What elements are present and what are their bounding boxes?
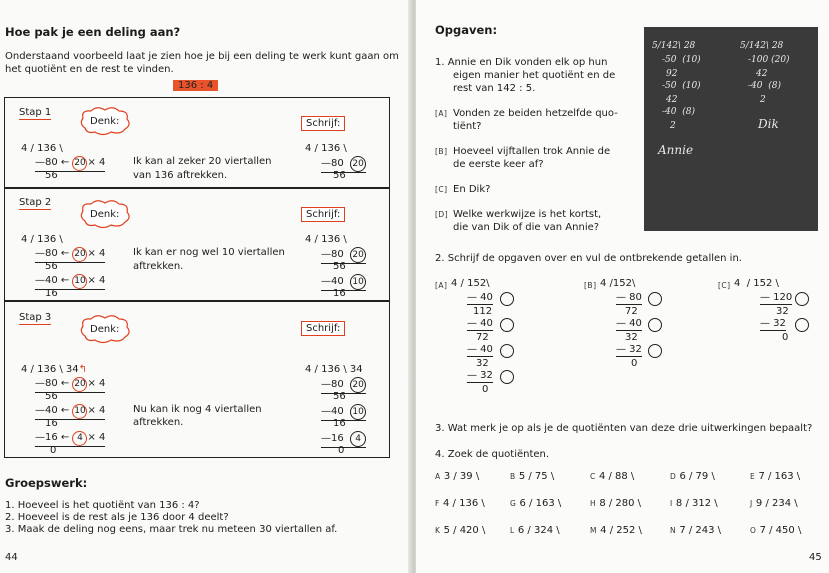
written-subtract-2: —40 10 (321, 274, 366, 291)
answer-circle[interactable] (500, 292, 514, 306)
q3-text: 3. Wat merk je op als je de quotiënten van deze drie uitwerkingen bepaalt? (435, 423, 813, 434)
q1d-line-1: Welke werkwijze is het kortst, (453, 209, 602, 220)
remainder-line-1: 56 (45, 261, 58, 272)
exercise: 6 / 163 \ (519, 498, 562, 509)
letter: [A] (435, 281, 448, 290)
page-number: 45 (809, 552, 822, 563)
q1-line-1: 1. Annie en Dik vonden elk op hun (435, 57, 608, 68)
step-label: Stap 1 (19, 107, 52, 118)
q1b-line-2: de eerste keer af? (453, 159, 544, 170)
subtract-line-1: —80 ← 20 × 4 (35, 377, 105, 393)
letter: M (590, 526, 597, 535)
denk-label: Denk: (90, 324, 120, 335)
denk-label: Denk: (90, 209, 120, 220)
thought-text-2: aftrekken. (133, 417, 184, 428)
subtract-line: —80 ← 20 × 4 (35, 156, 105, 172)
thought-text-2: van 136 aftrekken. (133, 170, 228, 181)
answer-circle[interactable] (500, 318, 514, 332)
group-item-2: 2. Hoeveel is de rest als je 136 door 4 deelt? (5, 512, 229, 523)
letter: C (590, 472, 596, 481)
q1c-letter: [C] (435, 185, 448, 194)
chalk-name-annie: Annie (658, 143, 694, 157)
letter: E (750, 472, 756, 481)
letter: H (590, 499, 597, 508)
answer-circle[interactable] (648, 344, 662, 358)
remainder-line-1: 56 (45, 391, 58, 402)
written-subtract-2: —40 10 (321, 404, 366, 421)
page-title: Hoe pak je een deling aan? (5, 25, 181, 39)
q1-line-2: eigen manier het quotiënt en de (453, 70, 616, 81)
schrijf-label: Schrijf: (301, 116, 345, 131)
exercise: 4 / 136 \ (443, 498, 485, 509)
written-remainder-3: 0 (338, 445, 345, 456)
subtract-line-2: —40 ← 10 × 4 (35, 404, 105, 420)
step-1-box (4, 97, 390, 188)
intro-line-2: het quotiënt en de rest te vinden. (5, 64, 174, 75)
letter: B (510, 472, 516, 481)
remainder-line: 56 (45, 170, 58, 181)
group-item-1: 1. Hoeveel is het quotiënt van 136 : 4? (5, 500, 200, 511)
q1b-letter: [B] (435, 147, 448, 156)
schrijf-label: Schrijf: (301, 207, 345, 222)
exercise: 5 / 420 \ (443, 525, 486, 536)
letter: G (510, 499, 517, 508)
written-remainder-2: 16 (333, 288, 346, 299)
step-label: Stap 3 (19, 312, 52, 323)
remainder-line-3: 0 (50, 445, 57, 456)
thought-text-2: aftrekken. (133, 261, 184, 272)
page-title: Opgaven: (435, 23, 498, 37)
remainder-line-2: 16 (45, 288, 58, 299)
remainder-line-2: 16 (45, 418, 58, 429)
q1d-letter: [D] (435, 210, 449, 219)
letter: D (670, 472, 677, 481)
answer-circle[interactable] (795, 318, 809, 332)
group-item-3: 3. Maak de deling nog eens, maar trek nu meteen 30 viertallen af. (5, 524, 338, 535)
subtract-line-1: —80 ← 20 × 4 (35, 247, 105, 263)
letter: F (435, 499, 440, 508)
exercise: 8 / 312 \ (675, 498, 718, 509)
exercise: 7 / 450 \ (759, 525, 802, 536)
exercise: 3 / 39 \ (443, 471, 480, 482)
exercise-grid (435, 471, 825, 541)
answer-circle[interactable] (795, 292, 809, 306)
right-page: Opgaven: 1. Annie en Dik vonden elk op hun eigen manier het quotiënt en de rest van 142 : 5. [A] Vonden ze beiden hetzelfde quo- tiënt? [B] Hoeveel vijftallen trok Annie de de eerste keer af? [C] En Dik? [D] Welke werkwijze is het kortst, die van Dik of die van Annie? 2. Schrijf de opgaven over en vul de ontbrekende getallen in. [A] 4 / 152\ — 40 112 — 40 72 — 40 32 — 32 0 [B] 4 /152\ — 80 72 — 40 32 — 32 0 [C] 4 / 152 \ — 120 32 — 32 0 3. Wat merk je op als je de quotiënten van deze drie uitwerkingen bepaalt? 4. Zoek de quotiënten. A 3 / 39 \ B 5 / 75 \ C 4 / 88 \ D 6 / 79 \ E 7 / 163 \ F 4 / 136 \ G 6 / 163 \ H 8 / 280 \ I 8 / 312 \ J 9 / 234 \ K 5 / 420 \ L 6 / 324 \ M 4 / 252 \ N 7 / 243 \ O 7 / 450 \ 45 (416, 0, 829, 573)
written-subtract: —80 20 (321, 156, 366, 173)
schrijf-label: Schrijf: (301, 321, 345, 336)
group-work-title: Groepswerk: (5, 476, 88, 490)
chalk-name-dik: Dik (758, 117, 779, 131)
answer-circle[interactable] (648, 318, 662, 332)
answer-circle[interactable] (648, 292, 662, 306)
written-dividend: 4 / 136 \ (305, 143, 347, 154)
written-dividend: 4 / 136 \ (305, 234, 347, 245)
dividend-line: 4 / 136 \ (21, 234, 63, 245)
subtract-line-2: —40 ← 10 × 4 (35, 274, 105, 290)
letter: O (750, 526, 757, 535)
written-dividend: 4 / 136 \ 34 (305, 364, 363, 375)
intro-line-1: Onderstaand voorbeeld laat je zien hoe je bij een deling te werk kunt gaan om (5, 51, 399, 62)
exercise: 7 / 163 \ (758, 471, 801, 482)
thought-text-1: Ik kan al zeker 20 viertallen (133, 156, 272, 167)
written-remainder-1: 56 (333, 391, 346, 402)
answer-circle[interactable] (500, 344, 514, 358)
letter: N (670, 526, 677, 535)
exercise: 4 / 252 \ (600, 525, 642, 536)
exercise: 6 / 79 \ (679, 471, 715, 482)
q1a-letter: [A] (435, 109, 448, 118)
letter: A (435, 472, 441, 481)
step-label: Stap 2 (19, 197, 52, 208)
step-3-box (4, 301, 390, 458)
q1a-line-1: Vonden ze beiden hetzelfde quo- (453, 108, 618, 119)
chalkboard-image: 5/142\ 28 -50 (10) 92 -50 (10) 42 -40 (8) 2 Annie 5/142\ 28 -100 (20) 42 -40 (8) 2 Dik (644, 27, 818, 231)
thought-text-1: Nu kan ik nog 4 viertallen (133, 404, 262, 415)
written-remainder-1: 56 (333, 261, 346, 272)
subtract-line-3: —16 ← 4 × 4 (35, 431, 105, 447)
denk-label: Denk: (90, 116, 120, 127)
thought-text-1: Ik kan er nog wel 10 viertallen (133, 247, 285, 258)
letter: [B] (584, 281, 597, 290)
q1c-line-1: En Dik? (453, 184, 491, 195)
answer-circle[interactable] (500, 370, 514, 384)
exercise: 8 / 280 \ (599, 498, 642, 509)
written-subtract-3: —16 4 (321, 431, 366, 448)
written-remainder: 56 (333, 170, 346, 181)
example-division-label: 136 : 4 (173, 80, 218, 91)
exercise: 7 / 243 \ (679, 525, 722, 536)
q1a-line-2: tiënt? (453, 121, 482, 132)
written-remainder-2: 16 (333, 418, 346, 429)
q2-text: 2. Schrijf de opgaven over en vul de ontbrekende getallen in. (435, 253, 742, 264)
q1b-line-1: Hoeveel vijftallen trok Annie de (453, 146, 611, 157)
written-subtract-1: —80 20 (321, 247, 366, 264)
exercise: 9 / 234 \ (755, 498, 798, 509)
dividend-line: 4 / 136 \ 34↰ (21, 364, 88, 375)
q4-text: 4. Zoek de quotiënten. (435, 449, 550, 460)
page-number: 44 (5, 552, 18, 563)
q1d-line-2: die van Dik of die van Annie? (453, 222, 600, 233)
exercise: 4 / 88 \ (598, 471, 635, 482)
dividend-line: 4 / 136 \ (21, 143, 63, 154)
written-subtract-1: —80 20 (321, 377, 366, 394)
letter: L (510, 526, 515, 535)
exercise: 5 / 75 \ (518, 471, 555, 482)
q1-line-3: rest van 142 : 5. (453, 83, 536, 94)
letter: K (435, 526, 441, 535)
left-page (0, 0, 412, 573)
letter: J (750, 499, 753, 508)
step-2-box (4, 188, 390, 301)
exercise: 6 / 324 \ (517, 525, 560, 536)
letter: I (670, 499, 673, 508)
letter: [C] (718, 281, 731, 290)
